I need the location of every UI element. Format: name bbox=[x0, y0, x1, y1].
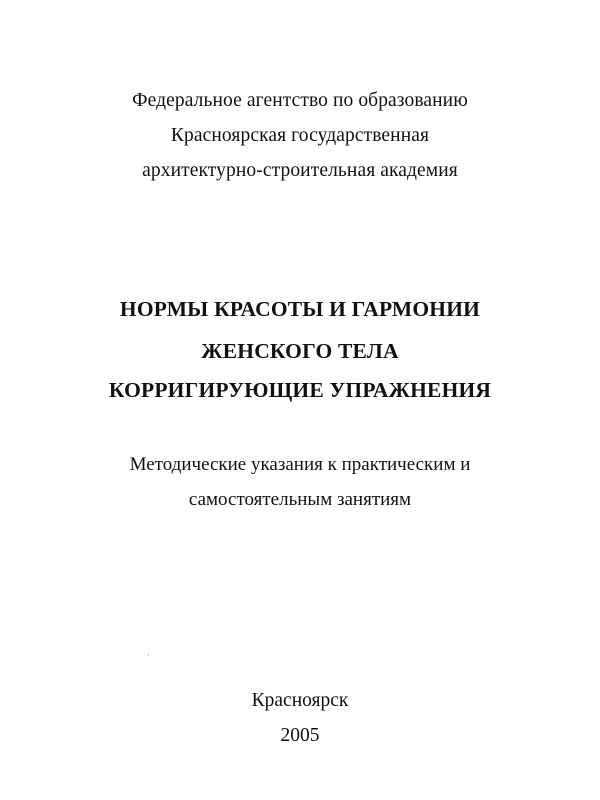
document-title-line-2: ЖЕНСКОГО ТЕЛА bbox=[201, 339, 399, 363]
document-subtitle-line-1: Методические указания к практическим и bbox=[129, 454, 471, 475]
document-subtitle-line-2: самостоятельным занятиям bbox=[188, 489, 412, 510]
imprint-city: Красноярск bbox=[251, 690, 349, 711]
organization-line-1: Федеральное агентство по образованию bbox=[132, 90, 468, 111]
organization-line-2: Красноярская государственная bbox=[170, 125, 430, 146]
document-title-line-1: НОРМЫ КРАСОТЫ И ГАРМОНИИ bbox=[119, 297, 481, 321]
scan-speck bbox=[148, 654, 149, 655]
imprint-year: 2005 bbox=[280, 725, 320, 746]
organization-line-3: архитектурно-строительная академия bbox=[142, 160, 458, 181]
document-title-line-3: КОРРИГИРУЮЩИЕ УПРАЖНЕНИЯ bbox=[108, 378, 492, 402]
